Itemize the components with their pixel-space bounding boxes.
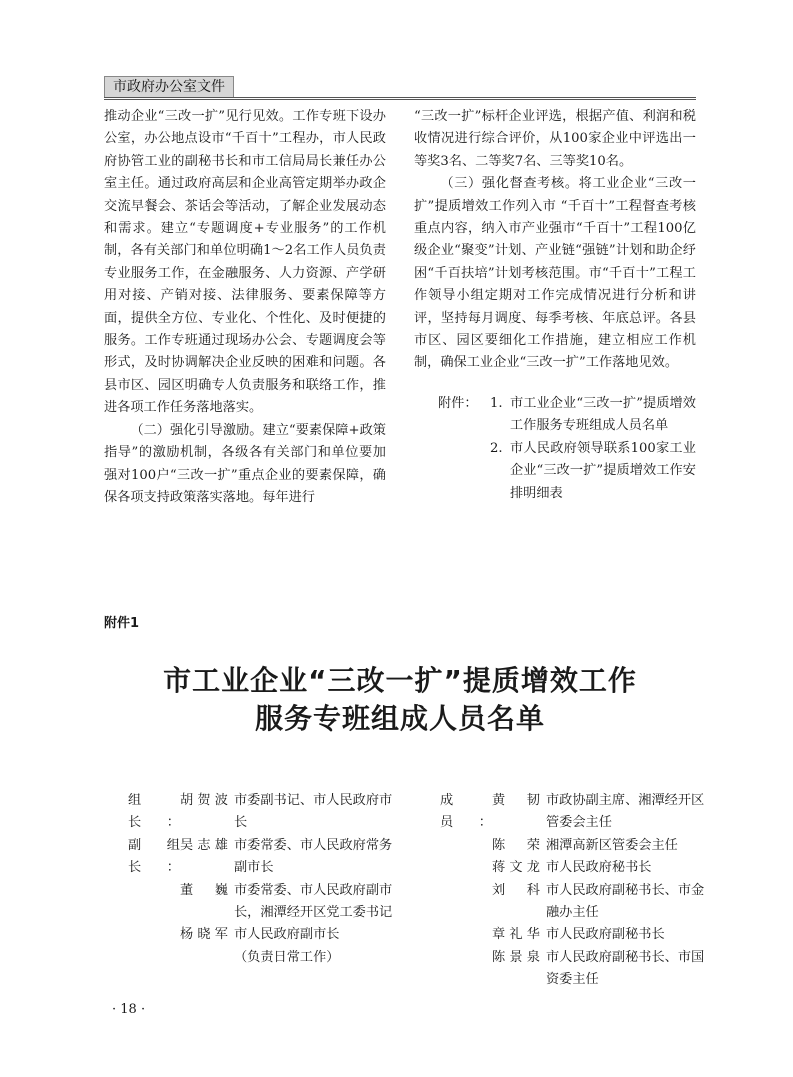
- roster-entry: [128, 924, 398, 946]
- roster-role: [128, 880, 180, 925]
- roster-name: 陈 荣: [492, 837, 540, 853]
- roster-name: 黄 韧: [492, 793, 540, 808]
- right-column: [414, 106, 696, 505]
- roster-role: [440, 880, 492, 925]
- roster-position: 市委常委、市人民政府常务副市长: [234, 837, 393, 876]
- roster-name: 董 巍: [180, 882, 228, 898]
- page-number: · 18 ·: [112, 1002, 146, 1017]
- roster-role: 组 长：: [128, 793, 180, 831]
- header-rule: [104, 97, 696, 100]
- title-line-1: 市工业企业“三改一扩”提质增效工作: [163, 664, 637, 697]
- roster-position: 市人民政府副秘书长、市国资委主任: [546, 949, 705, 988]
- roster-name: 陈景泉: [492, 949, 540, 965]
- roster-role: [440, 947, 492, 992]
- roster-name: 吴志雄: [180, 837, 228, 853]
- roster-name: 章礼华: [492, 927, 540, 943]
- roster-role: [440, 924, 492, 946]
- roster-entry: [440, 924, 710, 946]
- roster-entry: [440, 835, 710, 857]
- roster-position: 湘潭高新区管委会主任: [546, 837, 678, 853]
- roster-entry: [128, 947, 398, 969]
- roster-position: 市政协副主席、湘潭经开区管委会主任: [546, 793, 705, 831]
- attachment-number: 1.: [490, 395, 503, 411]
- roster-name: 刘 科: [492, 882, 540, 898]
- attachment-title: 市工业企业“三改一扩”提质增效工作服务专班组成人员名单: [510, 395, 696, 434]
- attachment-list: [414, 393, 696, 505]
- document-title: [104, 662, 696, 738]
- roster-entry: [440, 947, 710, 992]
- roster-entry: [440, 857, 710, 879]
- roster-entry: [440, 880, 710, 925]
- roster-role: [440, 835, 492, 857]
- roster-position: 市人民政府副市长: [234, 927, 340, 943]
- annex-label: 附件1: [104, 616, 140, 631]
- attachment-lead: 附件：: [438, 395, 478, 411]
- attachment-item: [414, 438, 696, 505]
- roster-entry: [128, 790, 398, 835]
- roster-name: 杨晓军: [180, 927, 228, 943]
- roster-position: 市委常委、市人民政府副市长，湘潭经开区党工委书记: [234, 882, 393, 921]
- roster-name: 胡贺波: [180, 793, 228, 808]
- roster-entry: [440, 790, 710, 835]
- paragraph: （三）强化督查考核。将工业企业“三改一扩”提质增效工作列入市 “千百十”工程督查考核重点内容，纳入市产业强市“千百十”工程100亿级企业“聚变”计划、产业链“强链”计划和助企纾困“千百扶培”计划考核范围。市“千百十”工程工作领导小组定期对工作完成情况进行分析和讲评，坚持每月调度、每季考核、年底总评。各县市区、园区要细化工作措施，建立相应工作机制，确保工业企业“三改一扩”工作落地见效。: [414, 176, 696, 371]
- roster-role: 成 员：: [440, 793, 492, 831]
- roster-entry: [128, 835, 398, 880]
- roster-role: [128, 947, 180, 969]
- attachment-number: 2.: [490, 440, 503, 456]
- roster-position: 市人民政府副秘书长: [546, 927, 665, 943]
- roster-position: 市人民政府秘书长: [546, 860, 652, 876]
- roster-role: [440, 857, 492, 879]
- attachment-item: [414, 393, 696, 438]
- roster-role: 副组长：: [128, 837, 180, 876]
- left-column: [104, 106, 386, 509]
- roster-name: [180, 947, 234, 969]
- paragraph: （二）强化引导激励。建立“要素保障+政策指导”的激励机制，各级各有关部门和单位要加强对100户“三改一扩”重点企业的要素保障，确保各项支持政策落实落地。每年进行: [104, 422, 386, 505]
- roster-position: 市委副书记、市人民政府市长: [234, 793, 393, 831]
- running-header: [104, 70, 696, 100]
- paragraph: “三改一扩”标杆企业评选，根据产值、利润和税收情况进行综合评价，从100家企业中评选出一等奖3名、二等奖7名、三等奖10名。: [414, 109, 696, 169]
- paragraph: 推动企业“三改一扩”见行见效。工作专班下设办公室，办公地点设市“千百十”工程办，市人民政府协管工业的副秘书长和市工信局局长兼任办公室主任。通过政府高层和企业高管定期举办政企交流早餐会、茶话会等活动，了解企业发展动态和需求。建立“专题调度+专业服务”的工作机制，各有关部门和单位明确1～2名工作人员负责专业服务工作，在金融服务、人力资源、产学研用对接、产销对接、法律服务、要素保障等方面，提供全方位、专业化、个性化、及时便捷的服务。工作专班通过现场办公会、专题调度会等形式，及时协调解决企业反映的困难和问题。各县市区、园区明确专人负责服务和联络工作，推进各项工作任务落地落实。: [104, 109, 386, 416]
- roster-position: 市人民政府副秘书长、市金融办主任: [546, 882, 705, 921]
- roster-right: [440, 790, 710, 992]
- header-label: 市政府办公室文件: [104, 76, 234, 98]
- attachment-title: 市人民政府领导联系100家工业企业“三改一扩”提质增效工作安排明细表: [510, 440, 696, 501]
- roster-left: [128, 790, 398, 969]
- roster-entry: [128, 880, 398, 925]
- roster-position: （负责日常工作）: [234, 949, 340, 965]
- roster-role: [128, 924, 180, 946]
- roster-name: 蒋文龙: [492, 860, 540, 876]
- title-line-2: 服务专班组成人员名单: [254, 702, 545, 735]
